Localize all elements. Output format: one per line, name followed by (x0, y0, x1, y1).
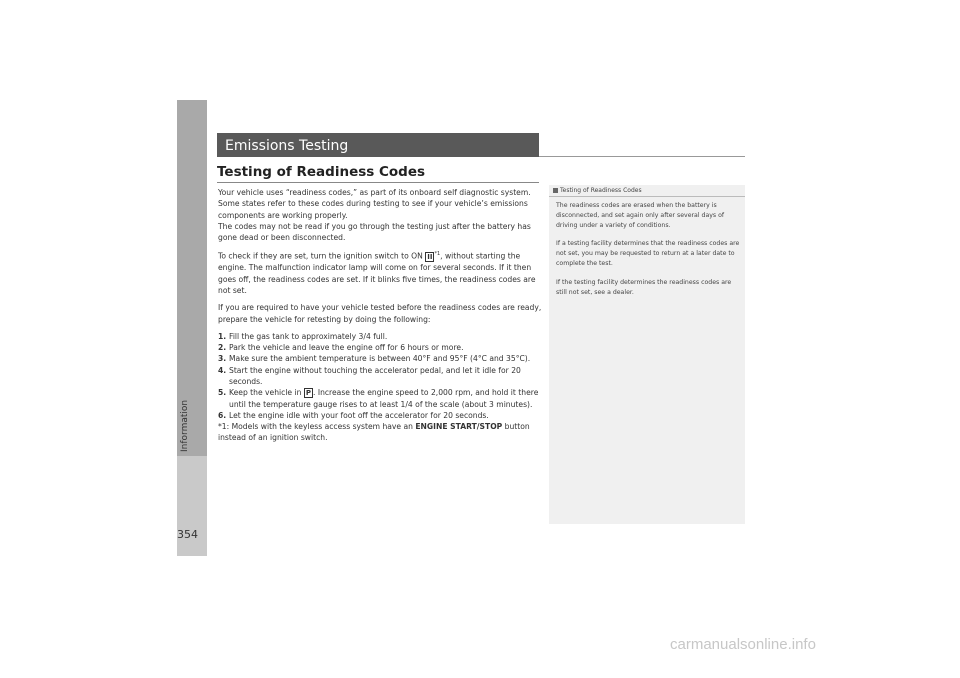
list-item (218, 353, 543, 364)
step-text: Make sure the ambient temperature is between 40°F and 95°F (4°C and 35°C). (229, 354, 531, 364)
page-number: 354 (177, 528, 198, 541)
step-number: 1. (218, 331, 227, 341)
step-text-end: . Increase the engine speed to 2,000 rpm, and hold it there until the temperature gauge rises to at least 1/4 of the scale (about 3 minutes). (229, 388, 539, 409)
note-paragraph: The readiness codes are erased when the battery is disconnected, and set again only after several days of driving under a variety of conditions. (556, 202, 725, 229)
step-text-start: Keep the vehicle in (229, 388, 304, 398)
note-rule (549, 196, 745, 197)
check-text-start: To check if they are set, turn the ignition switch to ON (218, 252, 426, 262)
footnote-marker: *1 (434, 251, 441, 258)
battery-paragraph: The codes may not be read if you go through the testing just after the battery has gone dead or been disconnected. (218, 221, 531, 243)
step-text: Park the vehicle and leave the engine off for 6 hours or more. (229, 343, 464, 353)
sidebar-tab-lower (177, 456, 207, 556)
footnote (218, 421, 543, 444)
ignition-position-icon: II (427, 253, 433, 262)
section-header: Emissions Testing (217, 133, 539, 157)
step-number: 6. (218, 410, 227, 420)
list-item (218, 387, 543, 410)
watermark: carmanualsonline.info (670, 636, 816, 653)
step-number: 4. (218, 365, 227, 375)
retest-paragraph: If you are required to have your vehicle tested before the readiness codes are ready, prepare the vehicle for retesting by doing the following: (218, 303, 542, 324)
engine-start-stop-label: ENGINE START/STOP (415, 422, 503, 432)
note-body (556, 201, 740, 306)
check-paragraph (218, 249, 543, 296)
list-item (218, 342, 543, 353)
note-paragraph: If the testing facility determines the readiness codes are still not set, see a dealer. (556, 278, 732, 296)
note-title-text: Testing of Readiness Codes (560, 187, 642, 194)
note-paragraph: If a testing facility determines that the readiness codes are not set, you may be requested to return at a later date to complete the test. (556, 240, 740, 267)
body-text (218, 187, 543, 450)
page-title: Testing of Readiness Codes (217, 164, 426, 180)
step-text: Start the engine without touching the accelerator pedal, and let it idle for 20 seconds. (229, 365, 521, 386)
intro-paragraph: Your vehicle uses “readiness codes,” as part of its onboard self diagnostic system. Some states refer to these codes during testing to see if your vehicle’s emissions components are working properly. (218, 188, 531, 220)
note-bullet-icon (553, 188, 558, 193)
step-text: Let the engine idle with your foot off the accelerator for 20 seconds. (229, 410, 489, 420)
step-number: 3. (218, 354, 227, 364)
step-number: 5. (218, 388, 227, 398)
footnote-text-start: *1: Models with the keyless access system have an (218, 422, 416, 432)
footnote-text-end: button instead of an ignition switch. (218, 422, 530, 443)
check-text-end: , without starting the engine. The malfunction indicator lamp will come on for several seconds. If it then goes off, the readiness codes are set. If it blinks five times, the readiness codes are not set. (218, 252, 536, 295)
step-text: Fill the gas tank to approximately 3/4 full. (229, 331, 388, 341)
step-number: 2. (218, 343, 227, 353)
steps-list (218, 331, 543, 421)
note-title (553, 187, 642, 194)
title-rule (217, 182, 539, 183)
header-rule (539, 156, 745, 157)
list-item (218, 365, 543, 388)
list-item (218, 410, 543, 421)
park-position-icon: P (305, 389, 311, 398)
sidebar-label: Information (180, 399, 190, 452)
list-item (218, 331, 543, 342)
